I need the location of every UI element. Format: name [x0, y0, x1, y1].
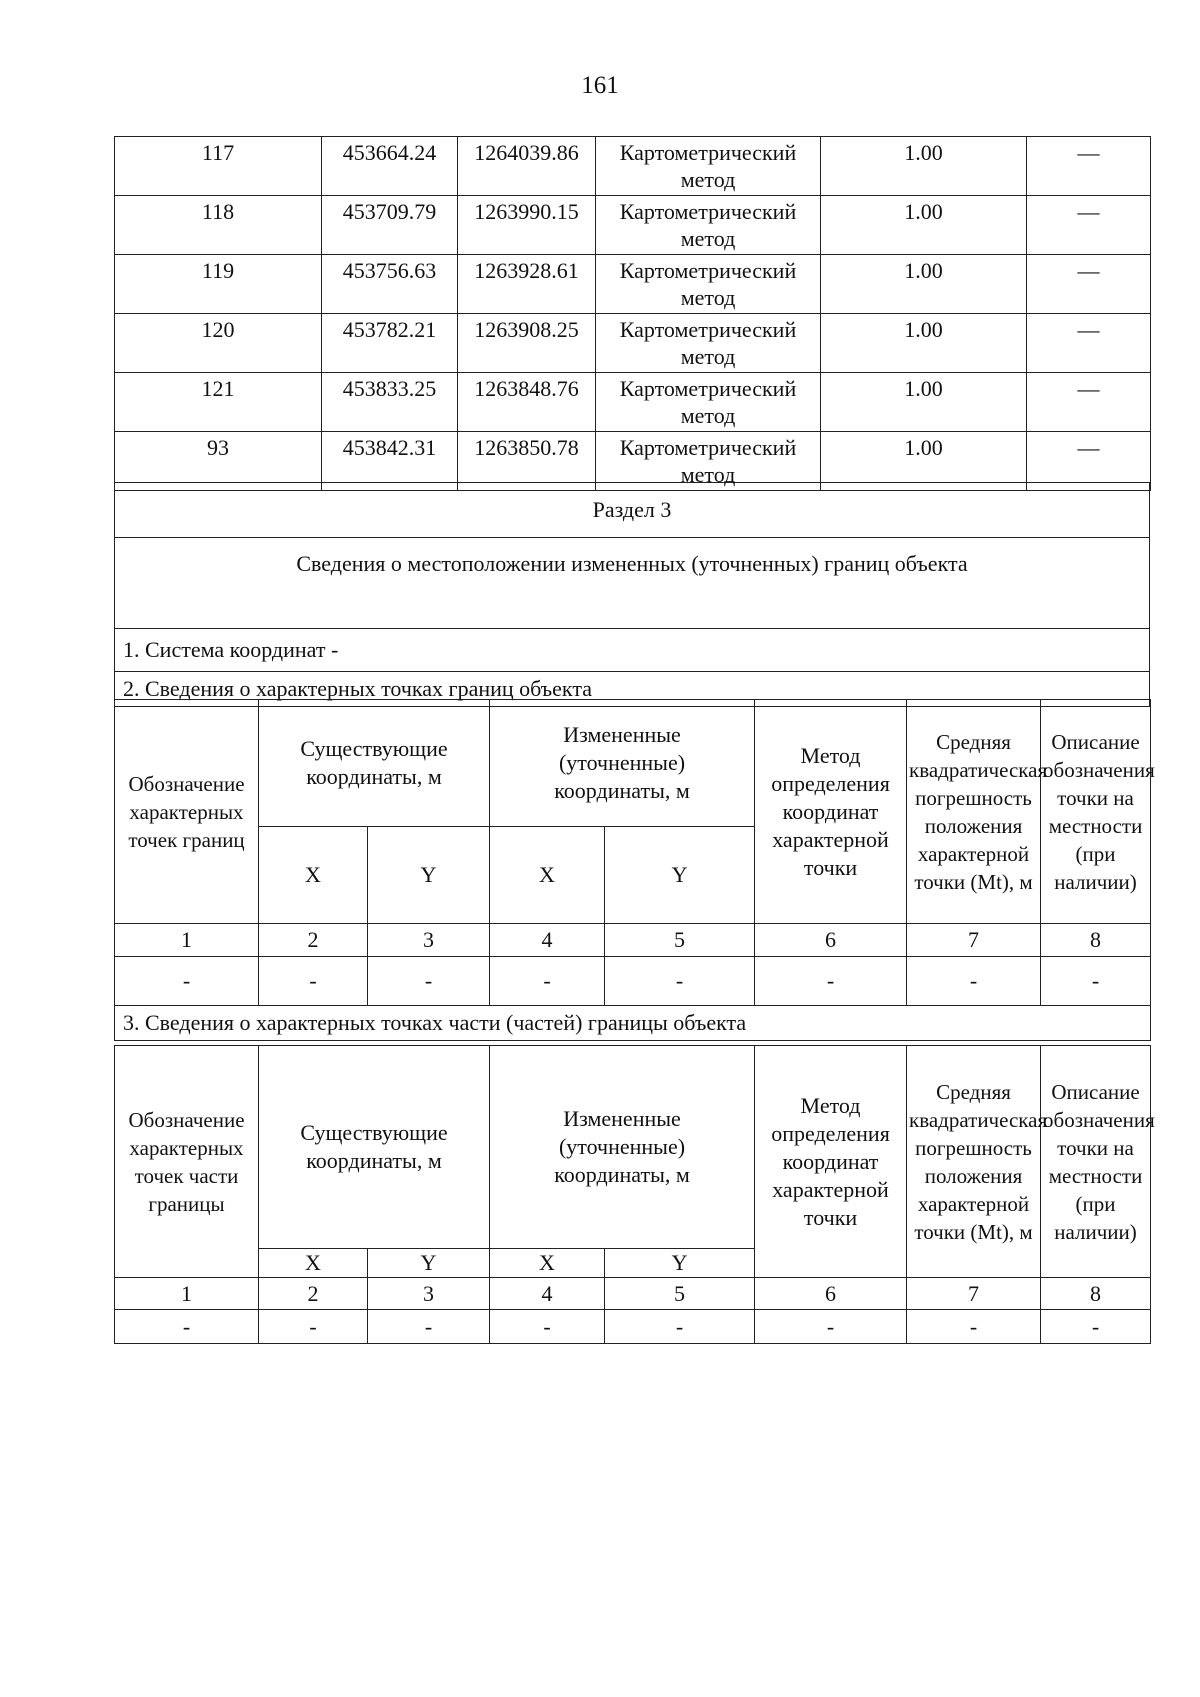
parts-empty-data-row-cell: - [605, 1310, 755, 1344]
parts-column-number-row-cell: 1 [115, 1278, 259, 1310]
coordinate-system: 1. Система координат - [115, 629, 1150, 672]
table-row [115, 314, 1151, 373]
coord-y-cell: 1263990.15 [458, 196, 596, 255]
parts-header-method: Метод определения координат характерной точки [755, 1046, 907, 1278]
parts-empty-data-row-cell: - [259, 1310, 368, 1344]
boundary-points-table [114, 699, 1155, 1041]
header-existing-y: Y [368, 827, 490, 924]
empty-data-row [115, 957, 1151, 1006]
parts-empty-data-row-cell: - [368, 1310, 490, 1344]
accuracy-cell: 1.00 [821, 255, 1027, 314]
coord-y-cell: 1264039.86 [458, 137, 596, 196]
table-row [115, 373, 1151, 432]
empty-data-row-cell: - [755, 957, 907, 1006]
parts-column-number-row-cell: 2 [259, 1278, 368, 1310]
empty-data-row-cell: - [907, 957, 1041, 1006]
point-id-cell: 93 [115, 432, 322, 491]
column-number-row [115, 924, 1151, 957]
header-changed-coords: Измененные (уточненные) координаты, м [490, 700, 755, 827]
parts-empty-data-row [115, 1310, 1151, 1344]
header-designation: Обозначение характерных точек границ [115, 700, 259, 924]
parts-header-designation: Обозначение характерных точек части границы [115, 1046, 259, 1278]
accuracy-cell: 1.00 [821, 432, 1027, 491]
method-cell: Картометрический метод [596, 196, 821, 255]
parts-empty-data-row-cell: - [115, 1310, 259, 1344]
description-cell: — [1027, 432, 1151, 491]
accuracy-cell: 1.00 [821, 373, 1027, 432]
coord-x-cell: 453833.25 [322, 373, 458, 432]
section-title: Раздел 3 [115, 483, 1150, 538]
method-cell: Картометрический метод [596, 432, 821, 491]
parts-column-number-row-cell: 7 [907, 1278, 1041, 1310]
boundary-parts-table [114, 1045, 1155, 1344]
description-cell: — [1027, 196, 1151, 255]
parts-heading: 3. Сведения о характерных точках части (частей) границы объекта [115, 1006, 1151, 1041]
column-number-row-cell: 5 [605, 924, 755, 957]
point-id-cell: 121 [115, 373, 322, 432]
empty-data-row-cell: - [490, 957, 605, 1006]
coord-y-cell: 1263850.78 [458, 432, 596, 491]
header-changed-x: X [490, 827, 605, 924]
parts-column-number-row-cell: 3 [368, 1278, 490, 1310]
coord-x-cell: 453842.31 [322, 432, 458, 491]
parts-column-number-row-cell: 8 [1041, 1278, 1151, 1310]
point-id-cell: 118 [115, 196, 322, 255]
description-cell: — [1027, 314, 1151, 373]
parts-empty-data-row-cell: - [755, 1310, 907, 1344]
points-table-continuation [114, 136, 1151, 491]
table-row [115, 255, 1151, 314]
point-id-cell: 119 [115, 255, 322, 314]
description-cell: — [1027, 373, 1151, 432]
coord-x-cell: 453664.24 [322, 137, 458, 196]
empty-data-row-cell: - [259, 957, 368, 1006]
coord-y-cell: 1263908.25 [458, 314, 596, 373]
parts-header-changed-coords: Измененные (уточненные) координаты, м [490, 1046, 755, 1249]
column-number-row-cell: 2 [259, 924, 368, 957]
point-id-cell: 120 [115, 314, 322, 373]
table-row [115, 137, 1151, 196]
parts-column-number-row [115, 1278, 1151, 1310]
header-method: Метод определения координат характерной точки [755, 700, 907, 924]
coord-x-cell: 453756.63 [322, 255, 458, 314]
parts-empty-data-row-cell: - [1041, 1310, 1151, 1344]
table-row [115, 196, 1151, 255]
parts-empty-data-row-cell: - [907, 1310, 1041, 1344]
description-cell: — [1027, 255, 1151, 314]
column-number-row-cell: 8 [1041, 924, 1151, 957]
empty-data-row-cell: - [368, 957, 490, 1006]
coord-x-cell: 453782.21 [322, 314, 458, 373]
parts-header-changed-y: Y [605, 1249, 755, 1278]
page-number: 161 [581, 72, 619, 99]
method-cell: Картометрический метод [596, 373, 821, 432]
parts-column-number-row-cell: 6 [755, 1278, 907, 1310]
parts-header-accuracy: Средняя квадратическая погрешность положения характерной точки (Mt), м [907, 1046, 1041, 1278]
column-number-row-cell: 7 [907, 924, 1041, 957]
section-subtitle: Сведения о местоположении измененных (уточненных) границ объекта [115, 538, 1150, 629]
header-changed-y: Y [605, 827, 755, 924]
parts-header-description: Описание обозначения точки на местности (при наличии) [1041, 1046, 1151, 1278]
empty-data-row-cell: - [115, 957, 259, 1006]
header-accuracy: Средняя квадратическая погрешность положения характерной точки (Mt), м [907, 700, 1041, 924]
parts-header-existing-x: X [259, 1249, 368, 1278]
column-number-row-cell: 3 [368, 924, 490, 957]
point-id-cell: 117 [115, 137, 322, 196]
empty-data-row-cell: - [605, 957, 755, 1006]
parts-empty-data-row-cell: - [490, 1310, 605, 1344]
column-number-row-cell: 4 [490, 924, 605, 957]
accuracy-cell: 1.00 [821, 137, 1027, 196]
coord-y-cell: 1263848.76 [458, 373, 596, 432]
description-cell: — [1027, 137, 1151, 196]
points-heading: 2. Сведения о характерных точках границ объекта [115, 672, 1150, 707]
section-header-table [114, 482, 1150, 707]
accuracy-cell: 1.00 [821, 196, 1027, 255]
parts-header-existing-y: Y [368, 1249, 490, 1278]
header-existing-x: X [259, 827, 368, 924]
coord-y-cell: 1263928.61 [458, 255, 596, 314]
header-existing-coords: Существующие координаты, м [259, 700, 490, 827]
empty-data-row-cell: - [1041, 957, 1151, 1006]
coord-x-cell: 453709.79 [322, 196, 458, 255]
parts-header-changed-x: X [490, 1249, 605, 1278]
method-cell: Картометрический метод [596, 255, 821, 314]
column-number-row-cell: 1 [115, 924, 259, 957]
parts-header-existing-coords: Существующие координаты, м [259, 1046, 490, 1249]
method-cell: Картометрический метод [596, 137, 821, 196]
header-description: Описание обозначения точки на местности (при наличии) [1041, 700, 1151, 924]
parts-column-number-row-cell: 4 [490, 1278, 605, 1310]
accuracy-cell: 1.00 [821, 314, 1027, 373]
parts-column-number-row-cell: 5 [605, 1278, 755, 1310]
method-cell: Картометрический метод [596, 314, 821, 373]
column-number-row-cell: 6 [755, 924, 907, 957]
